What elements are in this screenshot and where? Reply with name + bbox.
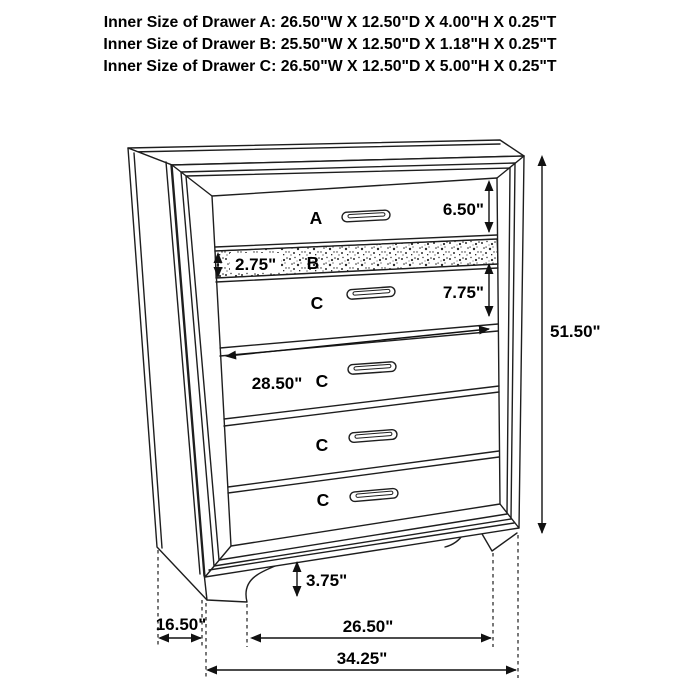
dim-side-depth: [156, 615, 207, 638]
title-line-drawer-a: Inner Size of Drawer A: 26.50"W X 12.50"D X 4.00"H X 0.25"T: [103, 14, 557, 31]
drawer-opening-area: [212, 178, 500, 546]
dim-label-overall-height: 51.50": [550, 322, 601, 341]
drawer-label-a: A: [309, 208, 323, 228]
dim-label-drawer-width: 28.50": [251, 374, 303, 393]
drawer-label-b: B: [306, 253, 320, 273]
drawer-label-c3: C: [315, 435, 329, 455]
dim-label-drawer-c-height: 7.75": [442, 283, 484, 302]
dim-label-overall-width: 34.25": [336, 649, 388, 668]
header-title-block: [103, 14, 556, 75]
dim-label-drawer-b-height: 2.75": [235, 255, 277, 274]
dim-label-side-depth: 16.50": [155, 615, 207, 634]
dim-foot-height: [297, 563, 347, 596]
title-line-drawer-b: Inner Size of Drawer B: 25.50"W X 12.50"D X 1.18"H X 0.25"T: [103, 36, 557, 53]
dim-label-foot-height: 3.75": [306, 571, 348, 590]
drawer-label-c2: C: [315, 371, 329, 391]
dim-width-between-feet: [252, 617, 491, 638]
dim-label-drawer-a-height: 6.50": [442, 200, 484, 219]
dim-overall-height: [542, 157, 601, 533]
drawer-handle-a: [342, 210, 390, 222]
drawer-label-c1: C: [310, 293, 324, 313]
dim-label-width-between-feet: 26.50": [342, 617, 394, 636]
title-line-drawer-c: Inner Size of Drawer C: 26.50"W X 12.50"D X 5.00"H X 0.25"T: [103, 58, 557, 75]
drawer-label-c4: C: [316, 490, 330, 510]
dim-overall-width: [208, 649, 516, 670]
